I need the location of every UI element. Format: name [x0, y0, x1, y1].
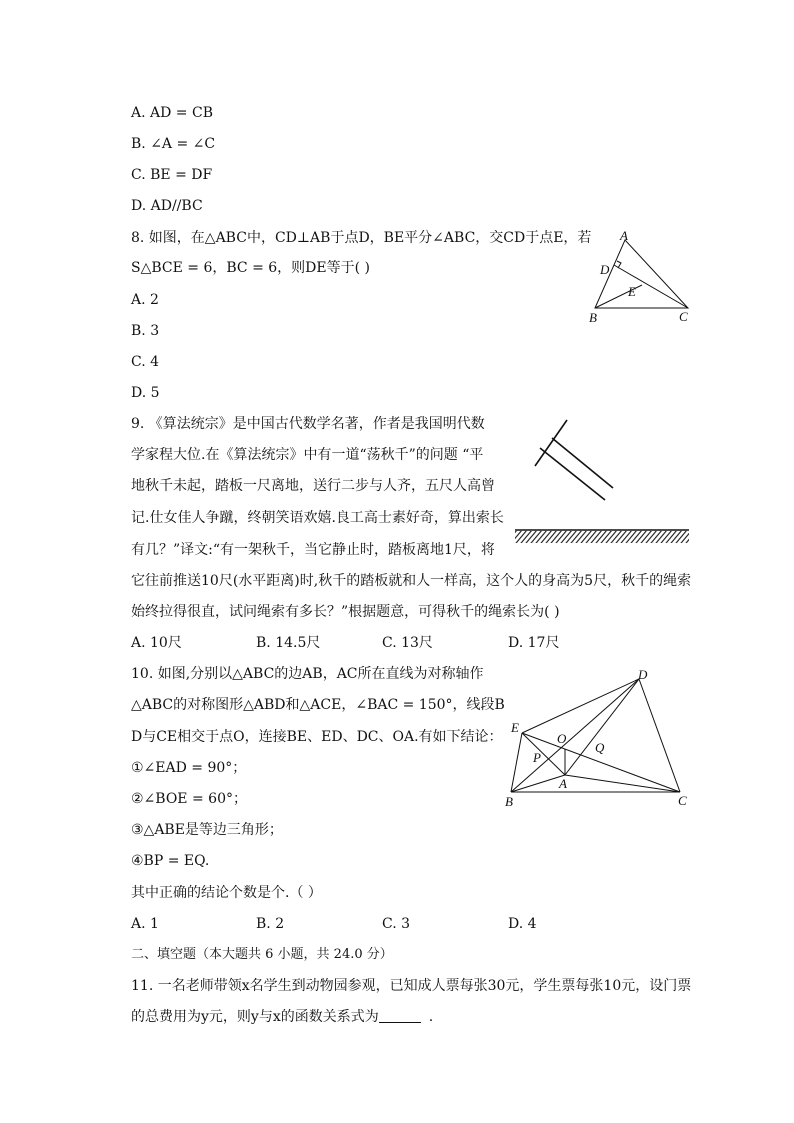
q10-label-d: D	[638, 667, 648, 682]
q7-option-c: C. BE = DF	[131, 167, 213, 183]
q9-line2: 学家程大位.在《算法统宗》中有一道“荡秋千”的问题 “平	[131, 447, 484, 463]
q10-line1: 10. 如图,分别以△ABC的边AB，AC所在直线为对称轴作	[131, 666, 484, 682]
q7-option-a: A. AD = CB	[131, 105, 213, 121]
q10-label-a: A	[559, 776, 567, 791]
q11-line2-text: 的总费用为y元，则y与x的函数关系式为	[131, 1009, 379, 1025]
q10-label-e: E	[511, 720, 519, 735]
q10-option-a: A. 1	[131, 916, 159, 932]
q7-option-b: B. ∠A = ∠C	[131, 136, 216, 152]
q10-conclusion-1: ①∠EAD = 90°；	[131, 760, 247, 776]
q9-option-a: A. 10尺	[131, 635, 182, 651]
q10-options	[131, 915, 671, 933]
q10-option-d: D. 4	[508, 916, 537, 932]
q8-label-b: B	[589, 310, 597, 325]
q8-option-a: A. 2	[131, 292, 159, 308]
q8-label-a: A	[620, 228, 628, 243]
q11-line1: 11. 一名老师带领x名学生到动物园参观，已知成人票每张30元，学生票每张10元，设门票	[131, 978, 692, 994]
q10-label-o: O	[557, 731, 567, 746]
q8-option-b: B. 3	[131, 323, 160, 339]
q11-line2-end: .	[428, 1009, 434, 1025]
q10-question: 其中正确的结论个数是个.（ ）	[131, 885, 322, 901]
q10-label-p: P	[533, 750, 541, 765]
q10-option-b: B. 2	[256, 916, 285, 932]
q9-line1: 9. 《算法统宗》是中国古代数学名著，作者是我国明代数	[131, 416, 485, 432]
q10-line3: D与CE相交于点O，连接BE、ED、DC、OA.有如下结论：	[131, 729, 503, 745]
q9-swing-figure	[515, 418, 691, 546]
q10-line2: △ABC的对称图形△ABD和△ACE，∠BAC = 150°，线段B	[131, 697, 505, 713]
q10-label-c: C	[678, 793, 687, 808]
q9-option-d: D. 17尺	[508, 635, 560, 651]
q9-line5: 有几？”译文:“有一架秋千，当它静止时，踏板离地1尺，将	[131, 542, 495, 558]
q9-option-b: B. 14.5尺	[256, 635, 321, 651]
q8-stem-line1: 8. 如图，在△ABC中，CD⊥AB于点D，BE平分∠ABC，交CD于点E，若	[131, 230, 592, 246]
q11-answer-blank	[379, 1008, 421, 1023]
q8-stem-line2: S△BCE = 6，BC = 6，则DE等于( )	[131, 260, 370, 276]
q7-option-d: D. AD//BC	[131, 198, 203, 214]
q8-label-e: E	[628, 284, 636, 299]
q9-line4: 记.仕女佳人争蹴，终朝笑语欢嬉.良工高士素好奇，算出索长	[131, 510, 504, 526]
q9-option-c: C. 13尺	[382, 635, 433, 651]
section-heading-fill-in: 二、填空题（本大题共 6 小题，共 24.0 分）	[131, 947, 393, 962]
q8-option-c: C. 4	[131, 354, 160, 370]
q10-figure	[500, 665, 700, 810]
q10-conclusion-2: ②∠BOE = 60°；	[131, 791, 247, 807]
q8-triangle-figure	[585, 228, 700, 326]
q9-line3: 地秋千未起，踏板一尺离地，送行二步与人齐，五尺人高曾	[131, 478, 495, 494]
q9-line6: 它往前推送10尺(水平距离)时,秋千的踏板就和人一样高，这个人的身高为5尺，秋千的绳索	[131, 573, 692, 589]
q10-label-b: B	[505, 794, 513, 809]
q11-line2	[131, 1008, 433, 1026]
q10-conclusion-3: ③△ABE是等边三角形；	[131, 822, 283, 838]
q9-options	[131, 634, 671, 652]
q9-line7: 始终拉得很直，试问绳索有多长？”根据题意，可得秋千的绳索长为( )	[131, 604, 560, 620]
q8-option-d: D. 5	[131, 385, 160, 401]
q10-option-c: C. 3	[382, 916, 411, 932]
q8-label-c: C	[679, 309, 688, 324]
q8-label-d: D	[600, 262, 610, 277]
q10-conclusion-4: ④BP = EQ.	[131, 853, 210, 869]
q10-label-q: Q	[595, 740, 605, 755]
